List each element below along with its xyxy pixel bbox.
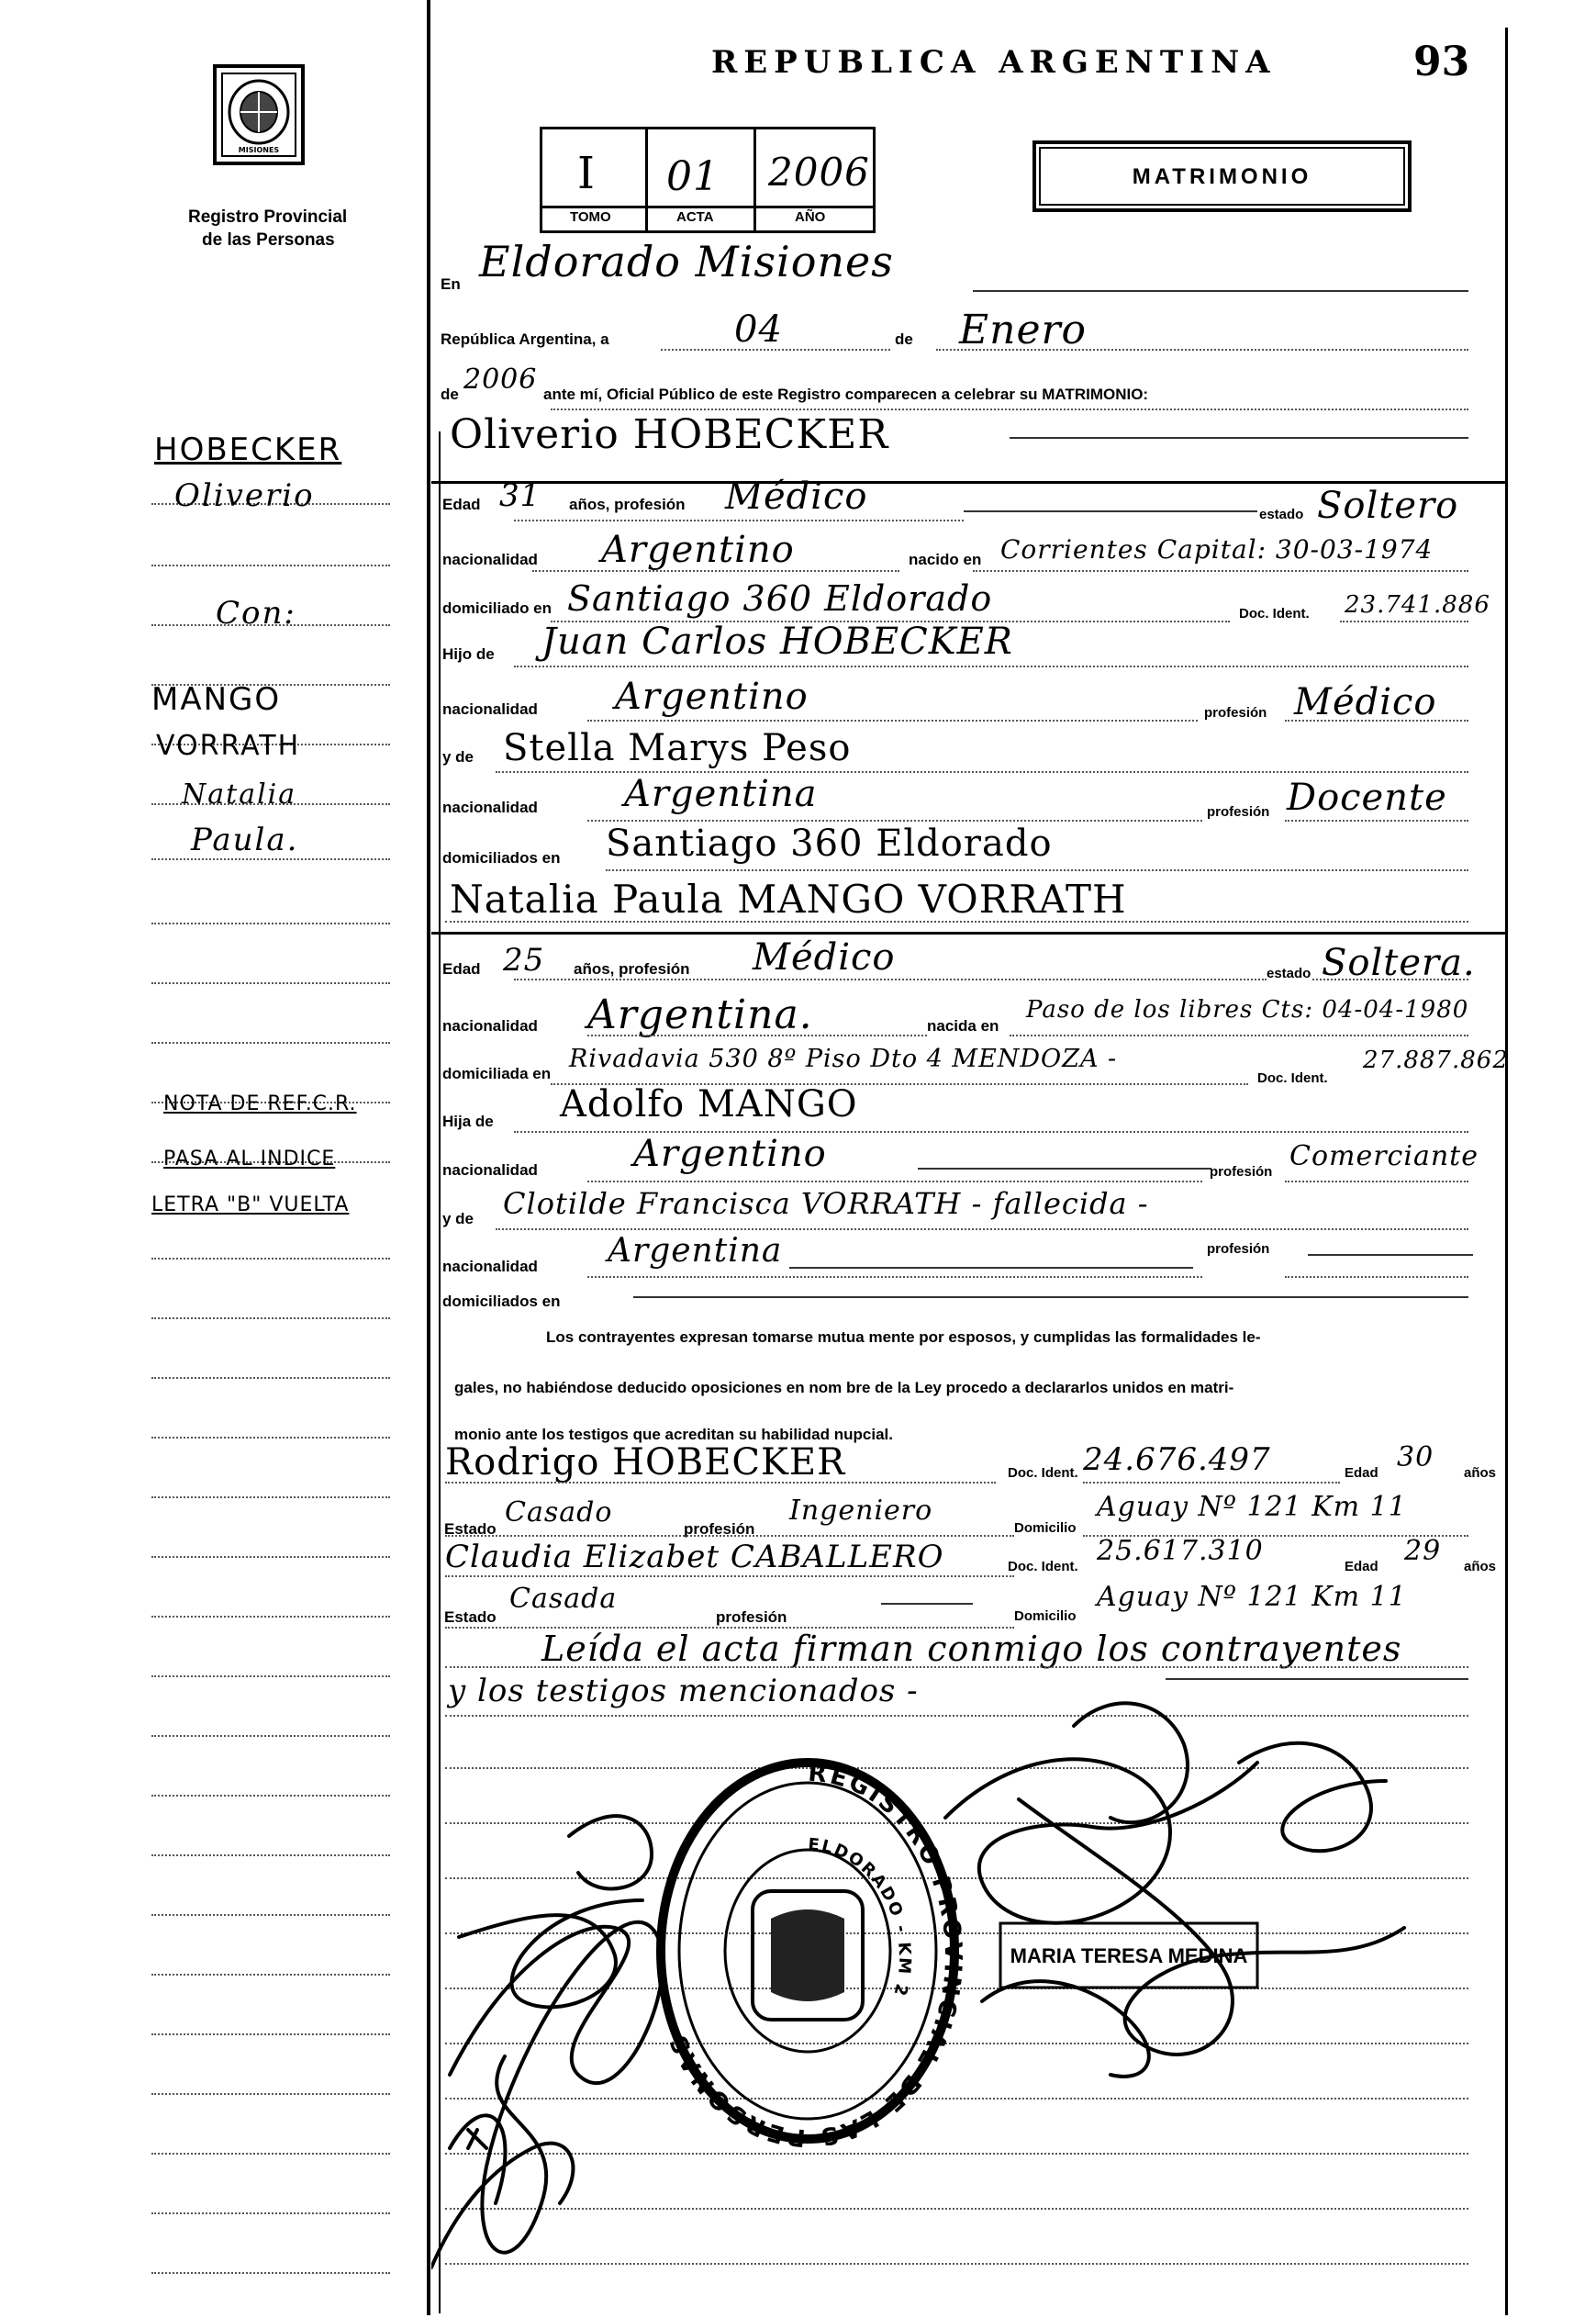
groom-father-profesion-label: profesión — [1204, 705, 1267, 721]
witness1-doc-label: Doc. Ident. — [1008, 1465, 1078, 1481]
bride-domiciliados-label: domiciliados en — [442, 1293, 561, 1310]
provincial-emblem — [213, 64, 305, 165]
groom-profession: Médico — [725, 476, 868, 518]
bride-nationality: Argentina. — [587, 991, 813, 1038]
margin-bride-surname2: VORRATH — [156, 730, 301, 762]
groom-father-name: Juan Carlos HOBECKER — [541, 621, 1013, 663]
bride-domiciliada-label: domiciliada en — [442, 1065, 552, 1082]
groom-full-name: Oliverio HOBECKER — [450, 411, 889, 458]
bride-doc-label: Doc. Ident. — [1257, 1070, 1328, 1086]
groom-hijo-label: Hijo de — [442, 645, 495, 663]
witness1-civil-status: Casado — [505, 1496, 613, 1529]
witness2-age: 29 — [1404, 1535, 1442, 1567]
margin-bride-surname1: MANGO — [151, 681, 282, 718]
seal-ring-text: REGISTRO PROVINCIAL DE LAS PERSONAS — [664, 1759, 967, 2152]
page-number: 93 — [1413, 39, 1470, 85]
closing-line2: y los testigos mencionados - — [448, 1673, 919, 1709]
acta-label: ACTA — [676, 209, 714, 225]
year-prefix-label: de — [441, 386, 459, 403]
witness1-edad-label: Edad — [1345, 1465, 1378, 1481]
witness2-doc-label: Doc. Ident. — [1008, 1559, 1078, 1574]
groom-domiciliados-label: domiciliados en — [442, 849, 561, 867]
witness1-age: 30 — [1397, 1441, 1434, 1473]
acta-value: 01 — [666, 153, 720, 200]
country-heading: REPUBLICA ARGENTINA — [711, 44, 1277, 81]
record-type-box — [1032, 140, 1412, 212]
bride-civil-status: Soltera. — [1322, 942, 1476, 984]
witness2-address: Aguay Nº 121 Km 11 — [1097, 1581, 1407, 1613]
de-label: de — [895, 330, 913, 348]
bride-nacionalidad-label: nacionalidad — [442, 1017, 538, 1035]
bride-father-nacionalidad-label: nacionalidad — [442, 1161, 538, 1179]
day-value: 04 — [734, 308, 783, 351]
witness1-anos-label: años — [1464, 1465, 1497, 1481]
witness2-civil-status: Casada — [509, 1583, 618, 1615]
svg-text:MARIA TERESA MEDINA: MARIA TERESA MEDINA — [1010, 1944, 1248, 1967]
groom-age: 31 — [499, 477, 541, 514]
groom-nacido-label: nacido en — [909, 551, 982, 568]
year-value: 2006 — [463, 364, 538, 396]
witness1-profesion-label: profesión — [684, 1520, 755, 1538]
bride-nacida-label: nacida en — [927, 1017, 999, 1035]
bride-mother-profesion-label: profesión — [1207, 1241, 1270, 1257]
groom-section-divider — [431, 481, 1505, 484]
bride-age: 25 — [503, 942, 545, 979]
tomo-label: TOMO — [570, 209, 611, 225]
republica-label: República Argentina, a — [441, 330, 609, 348]
month-value: Enero — [959, 307, 1088, 353]
declaration-line3: monio ante los testigos que acreditan su habilidad nupcial. — [454, 1426, 893, 1443]
groom-civil-status: Soltero — [1317, 485, 1459, 527]
witness2-doc-number: 25.617.310 — [1097, 1535, 1264, 1567]
intro-statement: ante mí, Oficial Público de este Registro comparecen a celebrar su MATRIMONIO: — [543, 386, 1149, 403]
bride-father-profession: Comerciante — [1289, 1140, 1479, 1172]
bride-mother-nacionalidad-label: nacionalidad — [442, 1258, 538, 1275]
bride-hija-label: Hija de — [442, 1113, 494, 1130]
bride-mother-name: Clotilde Francisca VORRATH - fallecida - — [503, 1186, 1149, 1221]
groom-mother-name: Stella Marys Peso — [503, 727, 852, 769]
ano-label: AÑO — [795, 209, 826, 225]
signatures-area — [431, 1689, 1505, 2313]
witness1-address: Aguay Nº 121 Km 11 — [1097, 1491, 1407, 1523]
groom-anos-profesion-label: años, profesión — [569, 496, 686, 513]
closing-line1: Leída el acta firman conmigo los contrayentes — [541, 1629, 1402, 1669]
bride-profession: Médico — [753, 936, 896, 979]
bride-anos-profesion-label: años, profesión — [574, 960, 690, 978]
en-label: En — [441, 275, 461, 293]
groom-doc-label: Doc. Ident. — [1239, 606, 1310, 621]
left-margin-border — [427, 0, 430, 2315]
witness1-doc-number: 24.676.497 — [1083, 1441, 1271, 1478]
bride-father-nationality: Argentino — [633, 1133, 827, 1175]
bride-address: Rivadavia 530 8º Piso Dto 4 MENDOZA - — [569, 1045, 1118, 1073]
record-index-box — [540, 127, 876, 233]
groom-father-nacionalidad-label: nacionalidad — [442, 700, 538, 718]
bride-section-divider — [431, 932, 1505, 935]
svg-text:MISIONES: MISIONES — [238, 146, 280, 154]
witness1-name: Rodrigo HOBECKER — [445, 1441, 846, 1484]
bride-full-name: Natalia Paula MANGO VORRATH — [450, 877, 1127, 922]
witness2-estado-label: Estado — [444, 1608, 497, 1626]
margin-surname: HOBECKER — [154, 431, 342, 468]
margin-bride-given2: Paula. — [191, 822, 299, 858]
seal-inner-text: ELDORADO - KM 2 — [807, 1834, 915, 1999]
groom-doc-number: 23.741.886 — [1345, 591, 1490, 619]
ano-value: 2006 — [768, 150, 870, 195]
record-type-title: MATRIMONIO — [1132, 164, 1312, 189]
groom-nacionalidad-label: nacionalidad — [442, 551, 538, 568]
groom-birthplace: Corrientes Capital: 30-03-1974 — [1000, 534, 1434, 565]
groom-mother-nacionalidad-label: nacionalidad — [442, 799, 538, 816]
groom-edad-label: Edad — [442, 496, 481, 513]
groom-father-profession: Médico — [1294, 681, 1437, 723]
bride-edad-label: Edad — [442, 960, 481, 978]
declaration-line2: gales, no habiéndose deducido oposiciones en nom bre de la Ley procedo a declararlos unidos en matri- — [454, 1379, 1234, 1396]
bride-father-profesion-label: profesión — [1210, 1164, 1273, 1180]
witness1-estado-label: Estado — [444, 1520, 497, 1538]
bride-doc-number: 27.887.862 — [1363, 1047, 1509, 1074]
witness2-domicilio-label: Domicilio — [1014, 1608, 1077, 1624]
witness2-edad-label: Edad — [1345, 1559, 1378, 1574]
groom-father-nationality: Argentino — [615, 676, 809, 718]
bride-birthplace: Paso de los libres Cts: 04-04-1980 — [1026, 996, 1469, 1024]
margin-bride-given1: Natalia — [182, 778, 297, 811]
right-margin-border — [1505, 28, 1508, 2315]
witness1-profession: Ingeniero — [789, 1495, 933, 1527]
margin-given-name: Oliverio — [174, 477, 315, 514]
witness2-name: Claudia Elizabet CABALLERO — [445, 1539, 944, 1575]
margin-note-line2: PASA AL INDICE — [163, 1148, 336, 1170]
registry-name-line2: de las Personas — [202, 230, 335, 250]
groom-mother-nationality: Argentina — [624, 773, 818, 815]
registry-seal — [661, 1760, 966, 2152]
bride-estado-label: estado — [1267, 966, 1311, 981]
groom-parents-address: Santiago 360 Eldorado — [606, 823, 1053, 865]
tomo-value: I — [577, 148, 596, 199]
witness2-profesion-label: profesión — [716, 1608, 787, 1626]
registry-name-line1: Registro Provincial — [188, 207, 348, 227]
margin-note-line1: NOTA DE REF.C.R. — [163, 1092, 357, 1115]
groom-nationality: Argentino — [601, 529, 795, 571]
groom-estado-label: estado — [1259, 507, 1304, 522]
bride-mother-nationality: Argentina — [608, 1232, 783, 1270]
bride-father-name: Adolfo MANGO — [560, 1083, 858, 1125]
declaration-line1: Los contrayentes expresan tomarse mutua mente por esposos, y cumplidas las formalidades le- — [546, 1328, 1261, 1346]
groom-domiciliado-label: domiciliado en — [442, 599, 552, 617]
groom-mother-profesion-label: profesión — [1207, 804, 1270, 820]
margin-con: Con: — [216, 595, 296, 632]
place-value: Eldorado Misiones — [479, 237, 894, 286]
margin-note-line3: LETRA "B" VUELTA — [151, 1193, 350, 1216]
groom-address: Santiago 360 Eldorado — [567, 578, 993, 619]
bride-yde-label: y de — [442, 1210, 474, 1227]
groom-mother-profession: Docente — [1287, 777, 1447, 819]
witness2-anos-label: años — [1464, 1559, 1497, 1574]
witness1-domicilio-label: Domicilio — [1014, 1520, 1077, 1536]
groom-yde-label: y de — [442, 748, 474, 766]
